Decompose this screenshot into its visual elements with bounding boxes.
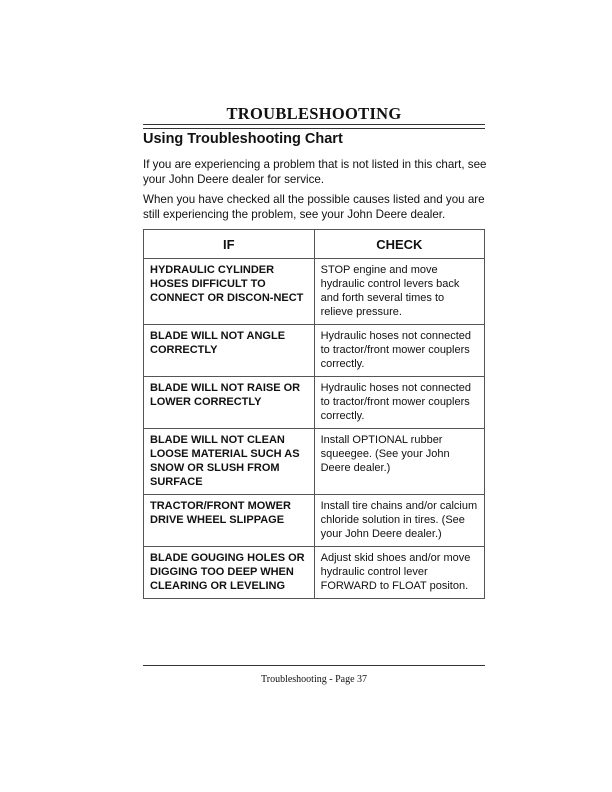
table-row bbox=[144, 259, 485, 325]
section-heading: Using Troubleshooting Chart bbox=[143, 131, 343, 147]
check-cell: Install OPTIONAL rubber squeegee. (See your John Deere dealer.) bbox=[314, 429, 484, 495]
troubleshooting-table bbox=[143, 229, 485, 599]
table-row bbox=[144, 377, 485, 429]
table-header-row bbox=[144, 230, 485, 259]
title-divider bbox=[143, 124, 485, 129]
table-row bbox=[144, 547, 485, 599]
intro-paragraph-1: If you are experiencing a problem that is not listed in this chart, see your John Deere dealer for service. bbox=[143, 158, 487, 186]
check-cell: Adjust skid shoes and/or move hydraulic control lever FORWARD to FLOAT positon. bbox=[314, 547, 484, 599]
check-cell: STOP engine and move hydraulic control levers back and forth several times to relieve pressure. bbox=[314, 259, 484, 325]
footer-divider bbox=[143, 665, 485, 666]
if-cell: TRACTOR/FRONT MOWER DRIVE WHEEL SLIPPAGE bbox=[144, 495, 315, 547]
page-footer: Troubleshooting - Page 37 bbox=[260, 674, 368, 685]
column-header-check: CHECK bbox=[314, 230, 484, 259]
page-title: TROUBLESHOOTING bbox=[226, 104, 402, 123]
table-row bbox=[144, 429, 485, 495]
if-cell: BLADE WILL NOT RAISE OR LOWER CORRECTLY bbox=[144, 377, 315, 429]
check-cell: Hydraulic hoses not connected to tractor/front mower couplers correctly. bbox=[314, 377, 484, 429]
table-row bbox=[144, 325, 485, 377]
check-cell: Hydraulic hoses not connected to tractor/front mower couplers correctly. bbox=[314, 325, 484, 377]
intro-paragraph-2: When you have checked all the possible causes listed and you are still experiencing the problem, see your John Deere dealer. bbox=[143, 193, 485, 221]
column-header-if: IF bbox=[144, 230, 315, 259]
check-cell: Install tire chains and/or calcium chloride solution in tires. (See your John Deere dealer.) bbox=[314, 495, 484, 547]
if-cell: BLADE GOUGING HOLES OR DIGGING TOO DEEP WHEN CLEARING OR LEVELING bbox=[144, 547, 315, 599]
if-cell: HYDRAULIC CYLINDER HOSES DIFFICULT TO CONNECT OR DISCON-NECT bbox=[144, 259, 315, 325]
if-cell: BLADE WILL NOT ANGLE CORRECTLY bbox=[144, 325, 315, 377]
if-cell: BLADE WILL NOT CLEAN LOOSE MATERIAL SUCH AS SNOW OR SLUSH FROM SURFACE bbox=[144, 429, 315, 495]
table-row bbox=[144, 495, 485, 547]
